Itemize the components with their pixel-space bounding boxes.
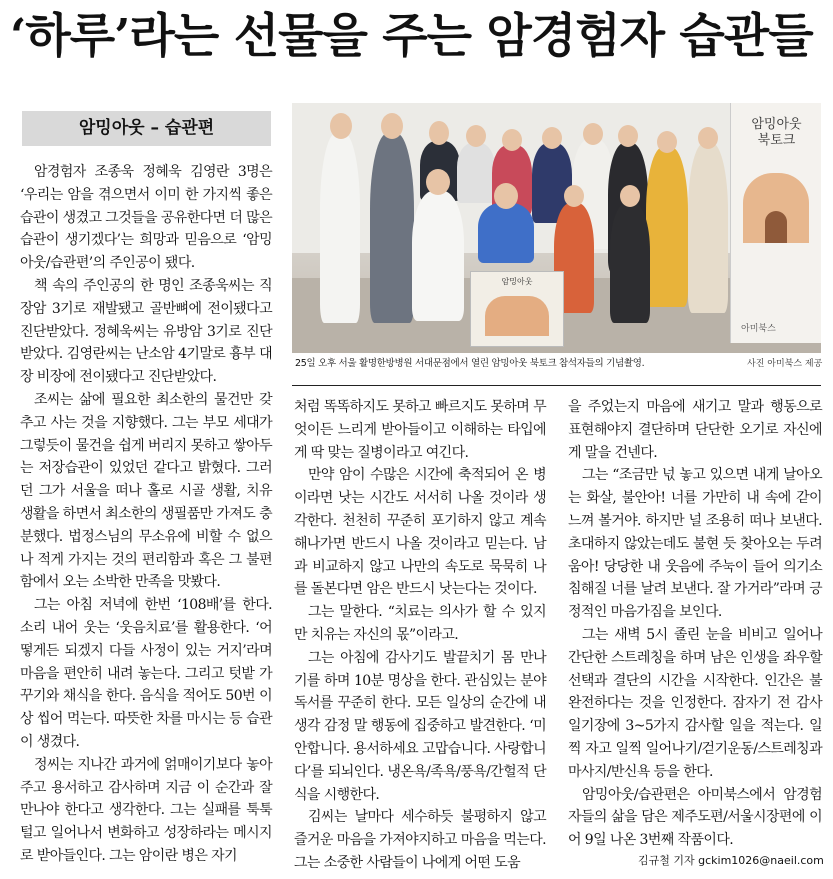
event-photo: [292, 103, 821, 353]
paragraph: 김씨는 날마다 세수하듯 불평하지 않고 즐거운 마음을 가져야지하고 마음을 먹는다. 그는 소중한 사람들이 나에게 어떤 도움: [294, 809, 546, 871]
paragraph: 그는 새벽 5시 졸린 눈을 비비고 일어나 간단한 스트레칭을 하며 남은 인생을 좌우할 선택과 결단의 시간을 시작한다. 인간은 불완전하다는 것을 인정한다. 잠자기 전 감사일기장에 3~5가지 감사할 일을 적는다. 일찍 자고 일찍 일어나기/걷기운동/스트레칭과 마사지/반신욕 등을 한다.: [568, 626, 822, 780]
article-column-2: [294, 396, 546, 875]
paragraph: 그는 “조금만 넋 놓고 있으면 내게 날아오는 화살, 불안아! 너를 가만히 내 속에 갇이 느껴 볼거야. 하지만 널 조용히 떠나 보낸다. 초대하지 않았는데도 불현 듯 찾아오는 두려움아! 당당한 내 웃음에 주눅이 들어 의기소침해질 너를 날려 보낸다. 잘 가거라”라며 긍정적인 마음가짐을 보인다.: [568, 467, 822, 621]
paragraph: 그는 아침 저녁에 한번 ‘108배’를 한다. 소리 내어 웃는 ‘웃음치료’를 활용한다. ‘어떻게든 되겠지 다들 사정이 있는 거지’라며 마음을 편안히 내려 놓는다. 그리고 텃밭 가꾸기와 채식을 한다. 음식을 적어도 50번 이상 씹어 먹는다. 따뜻한 차를 마시는 등 습관이 생겼다.: [20, 597, 272, 750]
paragraph: 조씨는 삶에 필요한 최소한의 물건만 갖추고 사는 것을 지향했다. 그는 부모 세대가 그렇듯이 물건을 쉽게 버리지 못하고 쌓아두는 저장습관이 있었던 같다고 밝혔다. 그러던 그가 서울을 떠나 홀로 시골 생활, 치유 생활을 하면서 최소한의 생필품만 가져도 충분했다. 법정스님의 무소유에 비할 수 없으나 적게 가지는 것의 편리함과 혹은 그 불편함에서 오는 소박한 만족을 맛봤다.: [20, 391, 272, 591]
paragraph: 을 주었는지 마음에 새기고 말과 행동으로 표현해야지 결단하며 단단한 오기로 자신에게 말을 건넨다.: [568, 399, 822, 461]
banner-title: 암밍아웃 북토크: [751, 117, 802, 148]
paragraph: 그는 말한다. “치료는 의사가 할 수 있지만 치유는 자신의 몫”이라고.: [294, 604, 546, 643]
book-cover: [470, 271, 564, 347]
banner-logo: 아미북스: [741, 324, 776, 334]
section-label: 암밍아웃 – 습관편: [22, 111, 271, 146]
book-title: 암밍아웃: [501, 277, 533, 286]
paragraph: 정씨는 지나간 과거에 얽매이기보다 놓아주고 용서하고 감사하며 지금 이 순간과 잘 만나야 한다고 생각한다. 그는 실패를 툭툭 털고 일어나서 변화하고 성장하라는 메시지로 받아들인다. 그는 암이란 병은 자기: [20, 756, 272, 864]
photo-credit: 사진 아미북스 제공: [747, 359, 823, 369]
event-banner: [730, 103, 821, 343]
paragraph: 처럼 똑똑하지도 못하고 빠르지도 못하며 무엇이든 느리게 받아들이고 이해하는 타입에게 딱 맞는 질병이라고 여긴다.: [294, 399, 546, 461]
article-column-3: [568, 396, 822, 852]
headline: ‘하루’라는 선물을 주는 암경험자 습관들: [10, 9, 813, 64]
divider: [292, 385, 821, 386]
paragraph: 암밍아웃/습관편은 아미북스에서 암경험자들의 삶을 담은 제주도편/서울시장편에 이어 9일 나온 3번째 작품이다.: [568, 786, 822, 849]
photo-caption: 25일 오후 서울 활명한방병원 서대문점에서 열린 암밍아웃 북토크 참석자들의 기념촬영.: [295, 358, 645, 369]
article-column-1: [20, 161, 272, 868]
paragraph: 책 속의 주인공의 한 명인 조종욱씨는 직장암 3기로 재발됐고 골반뼈에 전이됐다고 진단받았다. 정혜욱씨는 유방암 3기로 진단받았다. 김영란씨는 난소암 4기말로 흉부 대장 비장에 전이됐다고 진단받았다.: [20, 277, 272, 386]
paragraph: 암경험자 조종욱 정혜욱 김영란 3명은 ‘우리는 암을 겪으면서 이미 한 가지씩 좋은 습관이 생겼고 그것들을 공유한다면 더 많은 습관이 생기겠다’는 희망과 믿음으로 ‘암밍아웃/습관편’의 주인공이 됐다.: [20, 164, 272, 272]
paragraph: 만약 암이 수많은 시간에 축적되어 온 병이라면 낫는 시간도 서서히 나올 것이라 생각한다. 천천히 꾸준히 포기하지 않고 계속 해나가면 반드시 나올 것이라고 믿는다. 남과 비교하지 않고 나만의 속도로 묵묵히 나를 돌본다면 암은 반드시 낫는다는 것이다.: [294, 467, 546, 598]
byline: 김규철 기자 gckim1026@naeil.com: [638, 854, 824, 867]
paragraph: 그는 아침에 감사기도 발끝치기 몸 만나기를 하며 10분 명상을 한다. 관심있는 분야 독서를 꾸준히 한다. 모든 일상의 순간에 내 생각 감정 말 행동에 집중하고 발견한다. ‘미안합니다. 용서하세요 고맙습니다. 사랑합니다’를 되뇌인다. 냉온욕/족욕/풍욕/간헐적 단식을 시행한다.: [294, 649, 546, 803]
